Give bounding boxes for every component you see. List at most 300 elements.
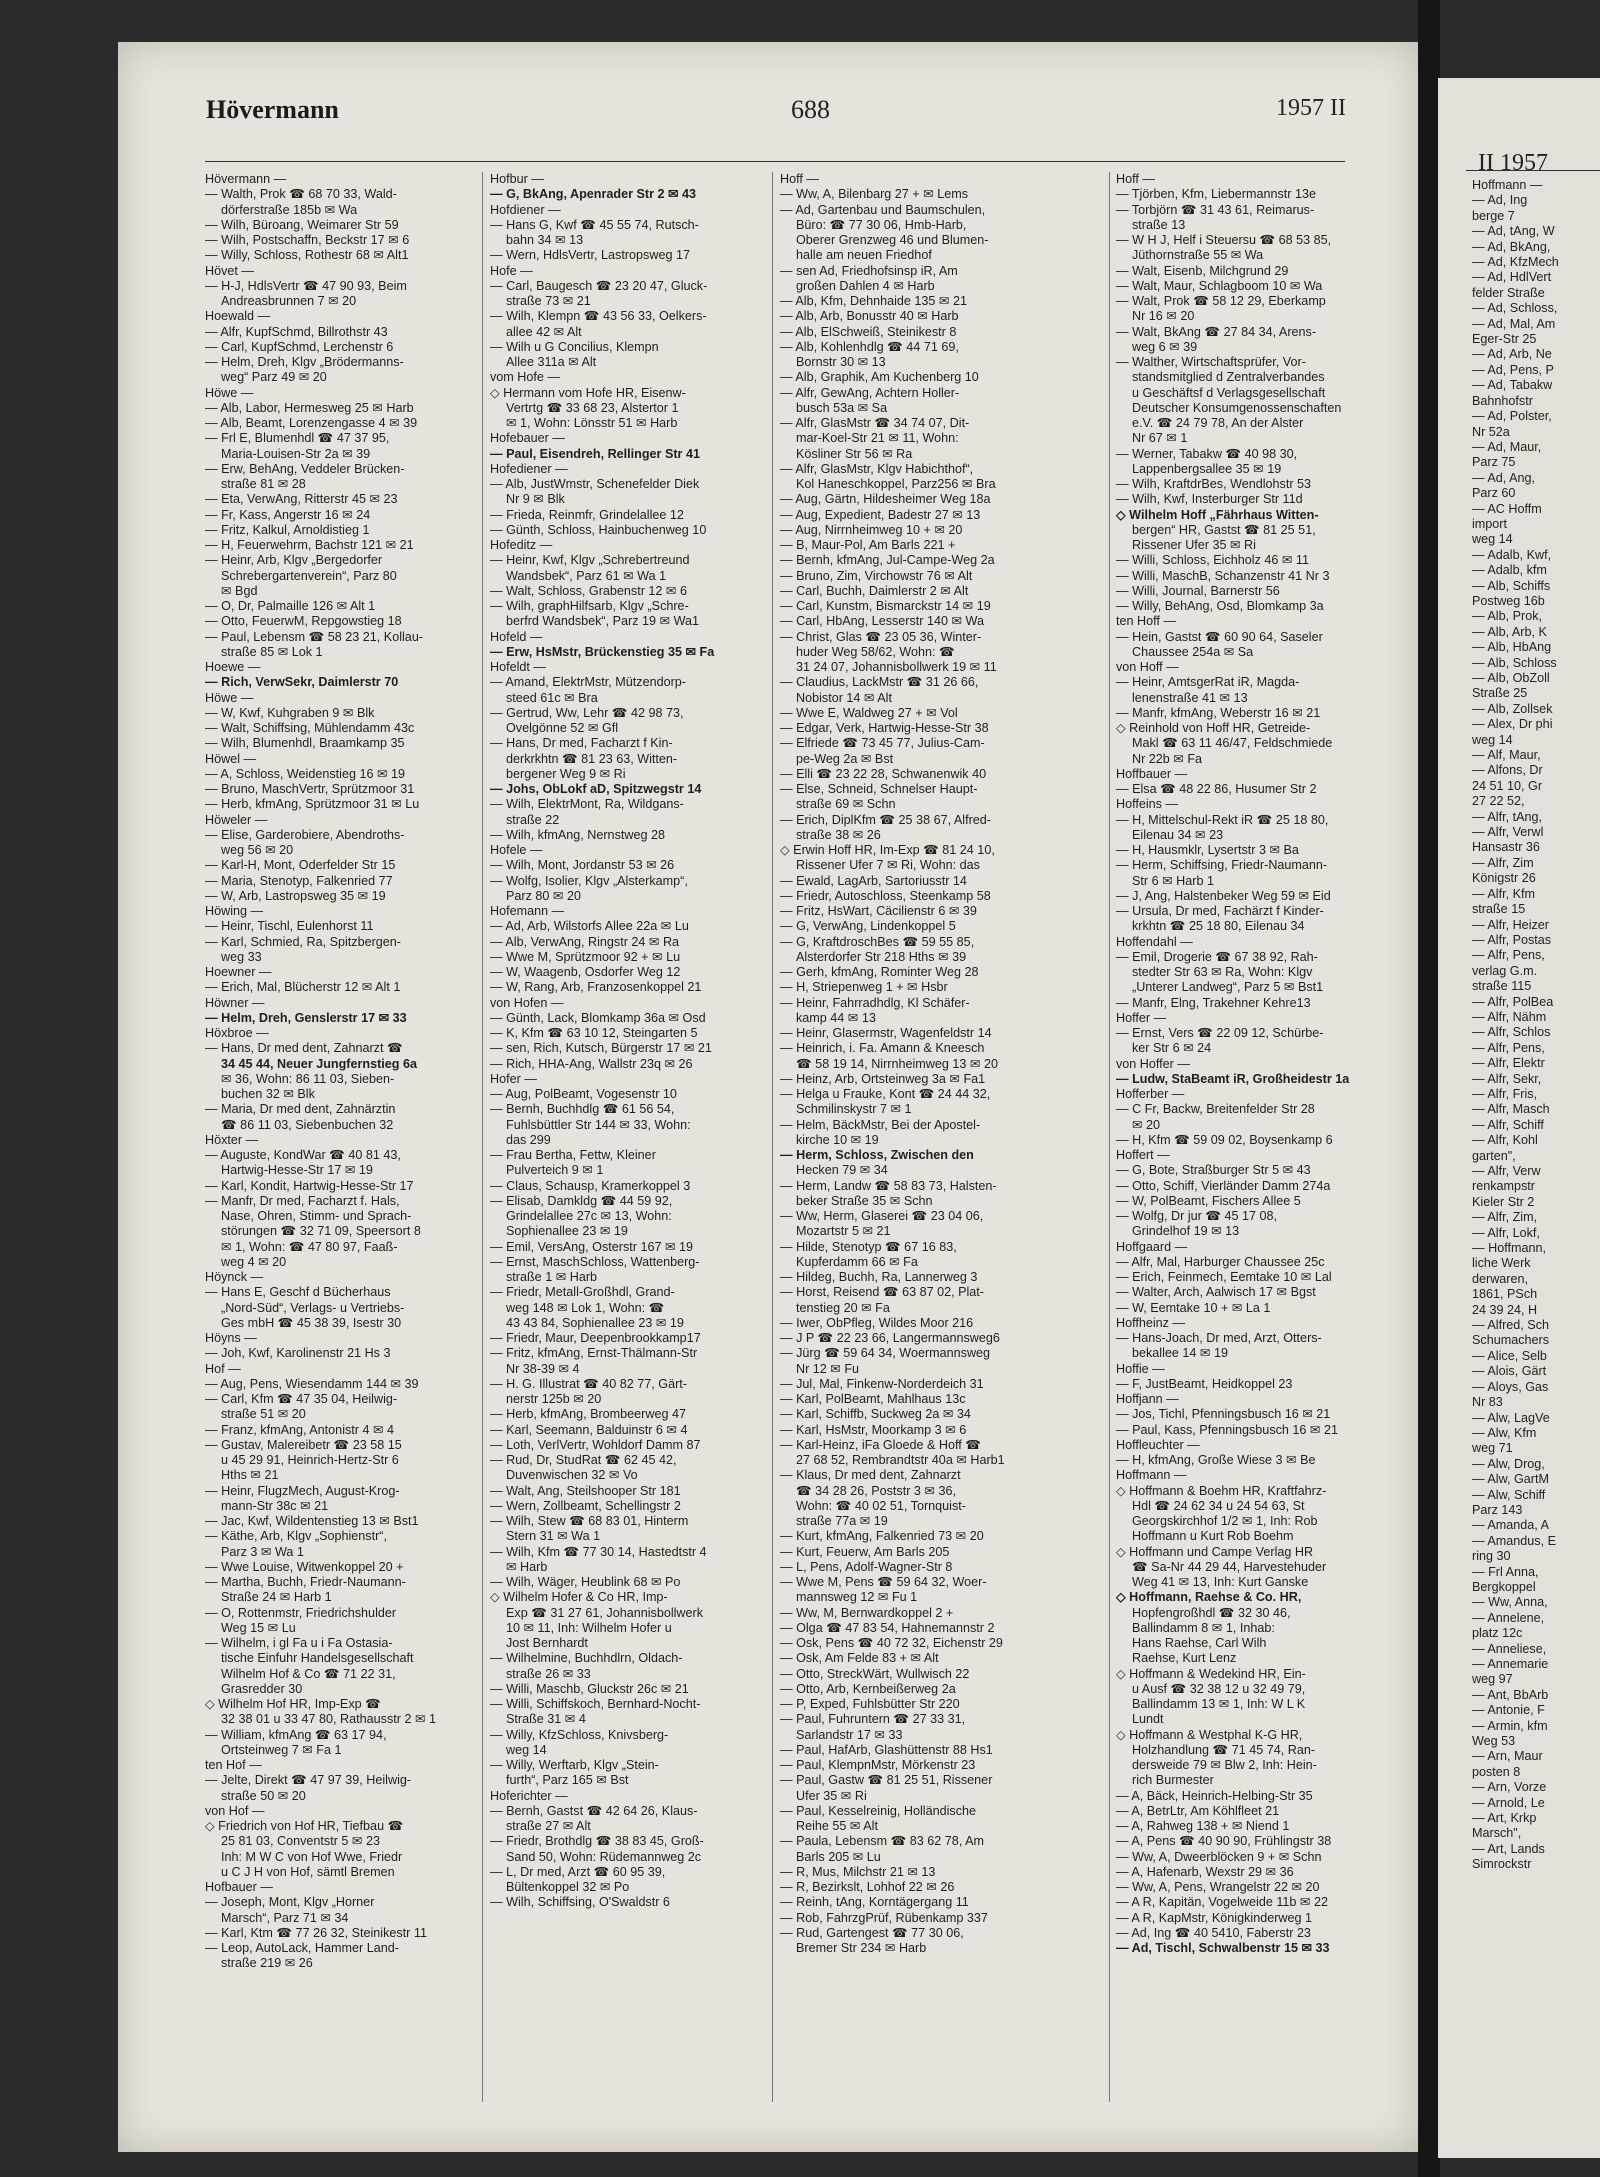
directory-entry: ◇ Hermann vom Hofe HR, Eisenw- bbox=[490, 385, 686, 400]
directory-entry: Georgskirchhof 1/2 ✉ 1, Inh: Rob bbox=[1132, 1514, 1318, 1528]
directory-entry: — Wilh, Mont, Jordanstr 53 ✉ 26 bbox=[490, 858, 675, 873]
right-page-entry: — Alb, Schloss bbox=[1472, 655, 1557, 670]
directory-entry: — Walther, Wirtschaftsprüfer, Vor- bbox=[1116, 355, 1306, 369]
directory-entry: Hofele — bbox=[490, 843, 543, 857]
directory-entry: Hofebauer — bbox=[490, 431, 565, 446]
directory-entry: — Alb, Beamt, Lorenzengasse 4 ✉ 39 bbox=[205, 416, 418, 430]
directory-entry: straße 73 ✉ 21 bbox=[506, 294, 591, 308]
directory-entry: — G, KraftdroschBes ☎ 59 55 85, bbox=[780, 934, 975, 949]
directory-entry: — Wilh, Wäger, Heublink 68 ✉ Po bbox=[490, 1575, 681, 1589]
directory-entry: — Ww, Herm, Glaserei ☎ 23 04 06, bbox=[780, 1209, 984, 1223]
directory-entry: Allee 311a ✉ Alt bbox=[506, 355, 597, 369]
directory-entry: — Heinr, Fahrradhdlg, Kl Schäfer- bbox=[780, 995, 970, 1010]
directory-entry: — Fritz, kfmAng, Ernst-Thälmann-Str bbox=[490, 1346, 698, 1361]
directory-entry: — Willi, Schiffskoch, Bernhard-Nocht- bbox=[490, 1697, 701, 1711]
directory-entry: — Willi, Maschb, Gluckstr 26c ✉ 21 bbox=[490, 1681, 689, 1696]
right-page bbox=[1438, 78, 1600, 2158]
right-page-entry: — Ad, tAng, W bbox=[1472, 224, 1555, 239]
directory-entry: Hoewald — bbox=[205, 309, 271, 324]
right-page-entry: — Ad, Arb, Ne bbox=[1472, 347, 1552, 362]
right-page-entry: — Alfr, Schlos bbox=[1472, 1025, 1551, 1040]
directory-entry: — Rob, FahrzgPrüf, Rübenkamp 337 bbox=[780, 1910, 988, 1925]
directory-entry: Hths ✉ 21 bbox=[221, 1468, 279, 1483]
directory-entry: weg 148 ✉ Lok 1, Wohn: ☎ bbox=[506, 1300, 665, 1315]
right-page-entry: platz 12c bbox=[1472, 1626, 1523, 1641]
directory-entry: standsmitglied d Zentralverbandes bbox=[1132, 370, 1325, 385]
directory-entry: Hoferichter — bbox=[490, 1788, 568, 1803]
directory-entry: bekallee 14 ✉ 19 bbox=[1132, 1346, 1228, 1361]
directory-entry: Kol Haneschkoppel, Parz256 ✉ Bra bbox=[796, 477, 996, 491]
directory-entry: Hopfengroßhdl ☎ 32 30 46, bbox=[1132, 1605, 1291, 1620]
directory-entry: Hoffleuchter — bbox=[1116, 1437, 1200, 1452]
directory-entry: — Torbjörn ☎ 31 43 61, Reimarus- bbox=[1116, 202, 1315, 217]
directory-entry: straße 85 ✉ Lok 1 bbox=[221, 644, 323, 659]
directory-entry: bergen“ HR, Gastst ☎ 81 25 51, bbox=[1132, 522, 1316, 537]
directory-entry: — Johs, ObLokf aD, Spitzwegstr 14 bbox=[490, 782, 702, 796]
directory-entry: — Friedr, Metall-Großhdl, Grand- bbox=[490, 1285, 675, 1300]
right-page-entry: — Alb, Prok, bbox=[1472, 609, 1542, 624]
directory-entry: Duvenwischen 32 ✉ Vo bbox=[506, 1468, 638, 1483]
directory-entry: — Alb, VerwAng, Ringstr 24 ✉ Ra bbox=[490, 934, 680, 949]
right-page-entry: — Ad, BkAng, bbox=[1472, 239, 1551, 254]
directory-entry: — Wolfg, Isolier, Klgv „Alsterkamp“, bbox=[490, 873, 688, 888]
directory-entry: Weg 15 ✉ Lu bbox=[221, 1620, 296, 1635]
directory-entry: Hofe — bbox=[490, 263, 533, 278]
directory-entry: u 45 29 91, Heinrich-Hertz-Str 6 bbox=[221, 1453, 399, 1467]
right-page-entry: — Annelene, bbox=[1472, 1610, 1545, 1625]
directory-entry: — Wern, HdlsVertr, Lastropsweg 17 bbox=[490, 248, 690, 263]
directory-entry: — Paul, Kesselreinig, Holländische bbox=[780, 1803, 977, 1818]
directory-entry: — Karl, Schmied, Ra, Spitzbergen- bbox=[205, 934, 401, 949]
right-page-entry: — Ad, Mal, Am bbox=[1472, 316, 1556, 331]
directory-entry: — Karl, Schiffb, Suckweg 2a ✉ 34 bbox=[780, 1407, 971, 1422]
directory-entry: — H, Hausmklr, Lysertstr 3 ✉ Ba bbox=[1116, 843, 1299, 857]
directory-entry: — Maria, Stenotyp, Falkenried 77 bbox=[205, 873, 393, 888]
directory-entry: — Willy, Schloss, Rothestr 68 ✉ Alt1 bbox=[205, 248, 409, 263]
directory-entry: — Aug, PolBeamt, Vogesenstr 10 bbox=[490, 1087, 677, 1101]
right-page-entry: — Ant, BbArb bbox=[1472, 1687, 1549, 1702]
directory-entry: von Hoff — bbox=[1116, 660, 1179, 674]
directory-entry: — Rich, HHA-Ang, Wallstr 23q ✉ 26 bbox=[490, 1056, 693, 1071]
directory-entry: — H, Striepenweg 1 + ✉ Hsbr bbox=[780, 980, 948, 995]
directory-entry: Kösliner Str 56 ✉ Ra bbox=[796, 446, 913, 461]
directory-entry: — Paul, Lebensm ☎ 58 23 21, Kollau- bbox=[205, 629, 424, 644]
directory-entry: ✉ 36, Wohn: 86 11 03, Sieben- bbox=[221, 1071, 395, 1086]
directory-entry: — Else, Schneid, Schnelser Haupt- bbox=[780, 782, 978, 796]
directory-entry: Höxter — bbox=[205, 1132, 259, 1147]
directory-entry: — Heinr, Glasermstr, Wagenfeldstr 14 bbox=[780, 1026, 992, 1040]
directory-entry: derkrkhtn ☎ 81 23 63, Witten- bbox=[506, 751, 678, 766]
directory-entry: Hövermann — bbox=[205, 172, 287, 186]
directory-entry: — Paul, Eisendreh, Rellinger Str 41 bbox=[490, 446, 700, 461]
directory-entry: — Fritz, HsWart, Cäcilienstr 6 ✉ 39 bbox=[780, 904, 977, 918]
directory-entry: — Hans, Dr med dent, Zahnarzt ☎ bbox=[205, 1041, 403, 1056]
directory-entry: Hof — bbox=[205, 1361, 241, 1376]
directory-entry: Wandsbek“, Parz 61 ✉ Wa 1 bbox=[506, 568, 667, 583]
directory-entry: — W H J, Helf i Steuersu ☎ 68 53 85, bbox=[1116, 233, 1332, 247]
right-page-entry: straße 15 bbox=[1472, 902, 1526, 917]
directory-entry: — Erw, HsMstr, Brückenstieg 35 ✉ Fa bbox=[490, 644, 715, 659]
directory-entry: — K, Kfm ☎ 63 10 12, Steingarten 5 bbox=[490, 1026, 698, 1040]
column-divider bbox=[482, 172, 483, 2102]
directory-entry: Hofbur — bbox=[490, 172, 544, 186]
right-page-entry: weg 14 bbox=[1472, 732, 1513, 747]
directory-entry: — Karl, PolBeamt, Mahlhaus 13c bbox=[780, 1392, 966, 1406]
directory-entry: — Joh, Kwf, Karolinenstr 21 Hs 3 bbox=[205, 1346, 391, 1361]
directory-entry: — Joseph, Mont, Klgv „Horner bbox=[205, 1895, 375, 1910]
right-page-entry: — Alfr, PolBea bbox=[1472, 994, 1554, 1009]
right-page-entry: Bahnhofstr bbox=[1472, 393, 1533, 408]
directory-entry: weg 56 ✉ 20 bbox=[221, 843, 294, 857]
directory-entry: ◇ Hoffmann & Boehm HR, Kraftfahrz- bbox=[1116, 1483, 1327, 1498]
directory-entry: Holzhandlung ☎ 71 45 74, Ran- bbox=[1132, 1742, 1316, 1757]
directory-entry: Mozartstr 5 ✉ 21 bbox=[796, 1224, 891, 1239]
directory-entry: straße 22 bbox=[506, 812, 560, 827]
directory-entry: straße 50 ✉ 20 bbox=[221, 1788, 306, 1803]
directory-entry: Lundt bbox=[1132, 1712, 1164, 1727]
right-page-entry: berge 7 bbox=[1472, 208, 1515, 223]
directory-entry: — Heinr, Tischl, Eulenhorst 11 bbox=[205, 919, 374, 934]
directory-entry: Höxbroe — bbox=[205, 1026, 269, 1040]
directory-entry: Hövet — bbox=[205, 263, 254, 278]
directory-entry: Nr 9 ✉ Blk bbox=[506, 492, 565, 507]
directory-entry: 31 24 07, Johannisbollwerk 19 ✉ 11 bbox=[796, 660, 997, 674]
directory-entry: Jüthornstraße 55 ✉ Wa bbox=[1132, 248, 1264, 263]
right-page-entry: — Adalb, Kwf, bbox=[1472, 547, 1552, 562]
directory-entry: Stern 31 ✉ Wa 1 bbox=[506, 1529, 601, 1544]
directory-entry: — Christ, Glas ☎ 23 05 36, Winter- bbox=[780, 629, 982, 644]
directory-entry: — Heinr, AmtsgerRat iR, Magda- bbox=[1116, 675, 1300, 690]
directory-entry: — W, Kwf, Kuhgraben 9 ✉ Blk bbox=[205, 705, 375, 720]
directory-entry: Bültenkoppel 32 ✉ Po bbox=[506, 1880, 630, 1894]
right-page-entry: import bbox=[1472, 516, 1507, 531]
directory-entry: — W, PolBeamt, Fischers Allee 5 bbox=[1116, 1193, 1301, 1208]
directory-entry: — Wilh u G Concilius, Klempn bbox=[490, 339, 659, 354]
directory-entry: straße 13 bbox=[1132, 217, 1186, 232]
directory-entry: Chaussee 254a ✉ Sa bbox=[1132, 644, 1254, 659]
right-page-entry: — Alfr, Pens, bbox=[1472, 948, 1545, 963]
directory-entry: — Walth, Prok ☎ 68 70 33, Wald- bbox=[205, 187, 397, 202]
directory-entry: — Hans, Dr med, Facharzt f Kin- bbox=[490, 736, 673, 751]
right-page-entry: — Alfr, Verw bbox=[1472, 1164, 1541, 1178]
directory-entry: mannsweg 12 ✉ Fu 1 bbox=[796, 1590, 918, 1605]
directory-entry: Eilenau 34 ✉ 23 bbox=[1132, 827, 1224, 842]
directory-entry: — Alb, Arb, Bonusstr 40 ✉ Harb bbox=[780, 309, 959, 324]
directory-entry: — Walt, Prok ☎ 58 12 29, Eberkamp bbox=[1116, 294, 1326, 308]
directory-entry: — Tjörben, Kfm, Liebermannstr 13e bbox=[1116, 187, 1316, 202]
directory-entry: — Bernh, Gastst ☎ 42 64 26, Klaus- bbox=[490, 1803, 698, 1818]
directory-entry: — W, Eemtake 10 + ✉ La 1 bbox=[1116, 1300, 1271, 1315]
directory-entry: ◇ Hoffmann und Campe Verlag HR bbox=[1116, 1544, 1314, 1559]
directory-entry: busch 53a ✉ Sa bbox=[796, 400, 888, 415]
right-page-entry: garten", bbox=[1472, 1148, 1516, 1163]
directory-entry: — Elise, Garderobiere, Abendroths- bbox=[205, 827, 405, 842]
directory-entry: Kupferdamm 66 ✉ Fa bbox=[796, 1254, 918, 1269]
directory-entry: — Maria, Dr med dent, Zahnärztin bbox=[205, 1102, 396, 1117]
directory-entry: — Emil, VersAng, Osterstr 167 ✉ 19 bbox=[490, 1239, 694, 1254]
right-page-entry: — Alice, Selb bbox=[1472, 1348, 1547, 1363]
directory-entry: — Paul, HafArb, Glashüttenstr 88 Hs1 bbox=[780, 1742, 993, 1757]
page-header-year: 1957 II bbox=[1276, 95, 1346, 121]
right-page-entry: — Alfr, Heizer bbox=[1472, 917, 1549, 932]
right-page-entry: weg 14 bbox=[1472, 532, 1513, 547]
directory-entry: — Elsa ☎ 48 22 86, Husumer Str 2 bbox=[1116, 782, 1317, 796]
directory-entry: Pulverteich 9 ✉ 1 bbox=[506, 1163, 604, 1178]
directory-entry: — Claudius, LackMstr ☎ 31 26 66, bbox=[780, 675, 979, 690]
right-page-entry: Kieler Str 2 bbox=[1472, 1194, 1535, 1209]
directory-entry: Rissener Ufer 7 ✉ Ri, Wohn: das bbox=[796, 858, 980, 873]
directory-entry: — Wolfg, Dr jur ☎ 45 17 08, bbox=[1116, 1209, 1278, 1223]
directory-entry: straße 77a ✉ 19 bbox=[796, 1514, 888, 1528]
right-page-entry: — Ww, Anna, bbox=[1472, 1595, 1548, 1610]
directory-entry: dersweide 79 ✉ Blw 2, Inh: Hein- bbox=[1132, 1758, 1317, 1772]
directory-entry: Hans Raehse, Carl Wilh bbox=[1132, 1636, 1267, 1650]
directory-entry: — Herm, Landw ☎ 58 83 73, Halsten- bbox=[780, 1178, 997, 1193]
directory-entry: — Paul, Kass, Pfenningsbusch 16 ✉ 21 bbox=[1116, 1422, 1338, 1437]
directory-entry: Ballindamm 13 ✉ 1, Inh: W L K bbox=[1132, 1697, 1306, 1711]
directory-entry: — Ad, Gartenbau und Baumschulen, bbox=[780, 202, 986, 217]
directory-entry: — Willy, KfzSchloss, Knivsberg- bbox=[490, 1727, 669, 1742]
directory-entry: — Ad, Ing ☎ 40 5410, Faberstr 23 bbox=[1116, 1925, 1311, 1940]
right-page-entry: — Alois, Gärt bbox=[1472, 1364, 1547, 1379]
directory-entry: — Wwe Louise, Witwenkoppel 20 + bbox=[205, 1559, 404, 1574]
directory-entry: — Auguste, KondWar ☎ 40 81 43, bbox=[205, 1148, 401, 1162]
directory-entry: Höwe — bbox=[205, 690, 254, 705]
right-page-entry: — Annemarie bbox=[1472, 1657, 1549, 1671]
right-page-entry: 24 51 10, Gr bbox=[1472, 778, 1543, 793]
directory-entry: — Elisab, Damkldg ☎ 44 59 92, bbox=[490, 1193, 673, 1208]
directory-entry: — Paul, Fuhruntern ☎ 27 33 31, bbox=[780, 1712, 966, 1727]
directory-column-4 bbox=[1116, 172, 1394, 2112]
directory-entry: — Jelte, Direkt ☎ 47 97 39, Heilwig- bbox=[205, 1773, 412, 1788]
directory-entry: Hoffert — bbox=[1116, 1148, 1170, 1162]
directory-entry: ker Str 6 ✉ 24 bbox=[1132, 1041, 1212, 1056]
directory-entry: — Carl, KupfSchmd, Lerchenstr 6 bbox=[205, 339, 394, 354]
directory-entry: Sarlandstr 17 ✉ 33 bbox=[796, 1727, 903, 1742]
right-page-entry: renkampstr bbox=[1472, 1179, 1535, 1194]
directory-entry: berfrd Wandsbek“, Parz 19 ✉ Wa1 bbox=[506, 614, 700, 629]
page-number: 688 bbox=[791, 95, 830, 124]
directory-entry: — A, Schloss, Weidenstieg 16 ✉ 19 bbox=[205, 766, 406, 781]
right-page-header-rule bbox=[1466, 170, 1600, 171]
directory-entry: Hofer — bbox=[490, 1071, 537, 1086]
directory-entry: huder Weg 58/62, Wohn: ☎ bbox=[796, 644, 955, 659]
directory-entry: u Geschäftsf d Verlagsgesellschaft bbox=[1132, 385, 1326, 400]
directory-entry: — Franz, kfmAng, Antonistr 4 ✉ 4 bbox=[205, 1422, 395, 1437]
directory-entry: — Willi, Journal, Barnerstr 56 bbox=[1116, 583, 1280, 598]
right-page-entry: — Alfr, Lokf, bbox=[1472, 1225, 1540, 1240]
directory-entry: ◇ Friedrich von Hof HR, Tiefbau ☎ bbox=[205, 1819, 404, 1833]
right-page-entry: — Alfr, Postas bbox=[1472, 932, 1552, 947]
right-page-entry: — Art, Krkp bbox=[1472, 1811, 1537, 1826]
directory-entry: Barls 205 ✉ Lu bbox=[796, 1849, 881, 1864]
directory-entry: straße 81 ✉ 28 bbox=[221, 477, 306, 491]
directory-entry: — Ad, Arb, Wilstorfs Allee 22a ✉ Lu bbox=[490, 919, 689, 934]
directory-entry: — Carl, Kunstm, Bismarckstr 14 ✉ 19 bbox=[780, 599, 991, 613]
directory-entry: Sophienallee 23 ✉ 19 bbox=[506, 1224, 628, 1239]
right-page-entry: Simrockstr bbox=[1472, 1857, 1532, 1872]
directory-entry: — Alfr, KupfSchmd, Billrothstr 43 bbox=[205, 324, 388, 339]
directory-entry: — Gertrud, Ww, Lehr ☎ 42 98 73, bbox=[490, 705, 684, 720]
right-page-entry: — Alfr, Verwl bbox=[1472, 825, 1544, 840]
right-page-entry: Parz 75 bbox=[1472, 455, 1516, 470]
directory-entry: — O, Dr, Palmaille 126 ✉ Alt 1 bbox=[205, 599, 376, 613]
directory-entry: — Käthe, Arb, Klgv „Sophienstr“, bbox=[205, 1529, 387, 1544]
directory-entry: straße 69 ✉ Schn bbox=[796, 797, 896, 812]
right-page-entry: — Hoffmann, bbox=[1472, 1241, 1546, 1256]
directory-entry: — A, Pens ☎ 40 90 90, Frühlingstr 38 bbox=[1116, 1834, 1332, 1849]
directory-entry: Höwe — bbox=[205, 385, 254, 400]
directory-entry: — Olga ☎ 47 83 54, Hahnemannstr 2 bbox=[780, 1620, 995, 1635]
directory-entry: — Hilde, Stenotyp ☎ 67 16 83, bbox=[780, 1239, 957, 1254]
directory-entry: — Carl, Buchh, Daimlerstr 2 ✉ Alt bbox=[780, 583, 969, 598]
directory-entry: — Günth, Lack, Blomkamp 36a ✉ Osd bbox=[490, 1010, 706, 1025]
directory-entry: — Alfr, GewAng, Achtern Holler- bbox=[780, 385, 960, 400]
directory-entry: — Herb, kfmAng, Brombeerweg 47 bbox=[490, 1407, 686, 1422]
directory-entry: Hoewner — bbox=[205, 965, 272, 979]
right-page-entry: Weg 53 bbox=[1472, 1734, 1516, 1749]
right-page-entry: — Antonie, F bbox=[1472, 1703, 1545, 1718]
directory-entry: Hoewe — bbox=[205, 660, 261, 674]
directory-entry: — Hans E, Geschf d Bücherhaus bbox=[205, 1285, 391, 1300]
directory-entry: — A, Bäck, Heinrich-Helbing-Str 35 bbox=[1116, 1788, 1313, 1803]
directory-entry: kirche 10 ✉ 19 bbox=[796, 1132, 879, 1147]
right-page-entry: verlag G.m. bbox=[1472, 963, 1538, 978]
directory-entry: Raehse, Kurt Lenz bbox=[1132, 1651, 1237, 1666]
directory-entry: Grasredder 30 bbox=[221, 1681, 303, 1696]
right-page-entry: Schumachers bbox=[1472, 1333, 1549, 1348]
right-page-entry: Parz 60 bbox=[1472, 486, 1516, 501]
right-page-entry: — Alex, Dr phi bbox=[1472, 717, 1553, 732]
directory-entry: — Paul, Gastw ☎ 81 25 51, Rissener bbox=[780, 1773, 993, 1788]
directory-entry: — Alb, Labor, Hermesweg 25 ✉ Harb bbox=[205, 400, 414, 415]
directory-entry: Hoffeins — bbox=[1116, 797, 1179, 812]
directory-entry: Sand 50, Wohn: Rüdemannweg 2c bbox=[506, 1849, 702, 1864]
right-page-entry: Straße 25 bbox=[1472, 686, 1528, 701]
right-page-entry: — Arnold, Le bbox=[1472, 1795, 1545, 1810]
directory-entry: — Paula, Lebensm ☎ 83 62 78, Am bbox=[780, 1834, 985, 1849]
directory-entry: — Rud, Gartengest ☎ 77 30 06, bbox=[780, 1925, 964, 1940]
directory-entry: Nr 12 ✉ Fu bbox=[796, 1361, 860, 1376]
directory-entry: ✉ Harb bbox=[506, 1559, 548, 1574]
directory-entry: Parz 80 ✉ 20 bbox=[506, 888, 581, 903]
right-page-entry: — Alfr, Schiff bbox=[1472, 1117, 1544, 1132]
directory-entry: — Wilhelm, i gl Fa u i Fa Ostasia- bbox=[205, 1636, 393, 1650]
directory-entry: Hofeditz — bbox=[490, 538, 553, 552]
directory-entry: — Wilh, Blumenhdl, Braamkamp 35 bbox=[205, 736, 405, 751]
directory-entry: Hoff — bbox=[1116, 172, 1155, 186]
directory-entry: — Fr, Kass, Angerstr 16 ✉ 24 bbox=[205, 507, 371, 522]
right-page-entry: Hoffmann — bbox=[1472, 178, 1543, 192]
directory-entry: Hofeld — bbox=[490, 629, 543, 644]
directory-entry: — Wilh, KraftdrBes, Wendlohstr 53 bbox=[1116, 477, 1312, 491]
directory-entry: — Wwe E, Waldweg 27 + ✉ Vol bbox=[780, 705, 958, 720]
right-page-entry: ring 30 bbox=[1472, 1549, 1511, 1564]
directory-entry: straße 1 ✉ Harb bbox=[506, 1270, 598, 1284]
directory-entry: großen Dahlen 4 ✉ Harb bbox=[796, 278, 935, 293]
right-page-entry: felder Straße bbox=[1472, 285, 1545, 300]
right-page-header: II 1957 bbox=[1478, 150, 1548, 176]
directory-entry: Maria-Louisen-Str 2a ✉ 39 bbox=[221, 446, 371, 461]
directory-entry: 34 45 44, Neuer Jungfernstieg 6a bbox=[221, 1056, 417, 1071]
directory-entry: — Eta, VerwAng, Ritterstr 45 ✉ 23 bbox=[205, 492, 398, 507]
directory-entry: lenenstraße 41 ✉ 13 bbox=[1132, 690, 1248, 705]
directory-entry: — Ad, Tischl, Schwalbenstr 15 ✉ 33 bbox=[1116, 1941, 1330, 1955]
directory-entry: — Wilh, Postschaffn, Beckstr 17 ✉ 6 bbox=[205, 233, 410, 247]
directory-entry: weg 14 bbox=[506, 1742, 547, 1757]
directory-entry: — W, Waagenb, Osdorfer Weg 12 bbox=[490, 965, 681, 979]
directory-entry: — L, Pens, Adolf-Wagner-Str 8 bbox=[780, 1559, 953, 1574]
right-page-entry: weg 71 bbox=[1472, 1441, 1513, 1456]
directory-entry: ◇ Wilhelm Hofer & Co HR, Imp- bbox=[490, 1590, 668, 1605]
directory-entry: ✉ 1, Wohn: Lönsstr 51 ✉ Harb bbox=[506, 416, 678, 430]
directory-entry: mann-Str 38c ✉ 21 bbox=[221, 1498, 329, 1513]
directory-entry: Hofemann — bbox=[490, 904, 565, 918]
right-page-entry: — Alfons, Dr bbox=[1472, 763, 1543, 778]
directory-entry: — Günth, Schloss, Hainbuchenweg 10 bbox=[490, 522, 707, 537]
right-page-entry: — Amanda, A bbox=[1472, 1518, 1550, 1533]
directory-entry: — Jul, Mal, Finkenw-Norderdeich 31 bbox=[780, 1376, 984, 1391]
directory-entry: — Alb, Graphik, Am Kuchenberg 10 bbox=[780, 370, 979, 385]
right-page-entry: Eger-Str 25 bbox=[1472, 332, 1537, 347]
directory-entry: — H, Feuerwehrm, Bachstr 121 ✉ 21 bbox=[205, 538, 414, 552]
directory-entry: — Hans-Joach, Dr med, Arzt, Otters- bbox=[1116, 1331, 1322, 1345]
directory-entry: ☎ 86 11 03, Siebenbuchen 32 bbox=[221, 1117, 394, 1132]
directory-entry: — Karl, Seemann, Balduinstr 6 ✉ 4 bbox=[490, 1422, 688, 1437]
directory-entry: — Rich, VerwSekr, Daimlerstr 70 bbox=[205, 675, 399, 690]
right-page-entry: 1861, PSch bbox=[1472, 1287, 1538, 1302]
right-page-entry: — Alw, Schiff bbox=[1472, 1487, 1546, 1502]
directory-entry: kamp 44 ✉ 13 bbox=[796, 1010, 876, 1025]
directory-entry: — Horst, Reisend ☎ 63 87 02, Plat- bbox=[780, 1285, 984, 1300]
directory-entry: Grindelhof 19 ✉ 13 bbox=[1132, 1224, 1240, 1239]
directory-entry: — Friedr, Maur, Deepenbrookkamp17 bbox=[490, 1331, 701, 1345]
directory-entry: — Gerh, kfmAng, Rominter Weg 28 bbox=[780, 965, 979, 979]
directory-entry: — Hildeg, Buchh, Ra, Lannerweg 3 bbox=[780, 1270, 978, 1284]
directory-entry: — Erich, DiplKfm ☎ 25 38 67, Alfred- bbox=[780, 812, 991, 827]
directory-entry: — Frieda, Reinmfr, Grindelallee 12 bbox=[490, 507, 684, 522]
directory-entry: 43 43 84, Sophienallee 23 ✉ 19 bbox=[506, 1315, 684, 1330]
directory-entry: Exp ☎ 31 27 61, Johannisbollwerk bbox=[506, 1605, 704, 1620]
right-page-entry: liche Werk bbox=[1472, 1256, 1531, 1271]
directory-entry: Nr 16 ✉ 20 bbox=[1132, 309, 1195, 324]
directory-entry: — H. G. Illustrat ☎ 40 82 77, Gärt- bbox=[490, 1376, 687, 1391]
directory-entry: weg 33 bbox=[221, 949, 262, 964]
directory-entry: u C J H von Hof, sämtl Bremen bbox=[221, 1864, 395, 1879]
directory-entry: — Ernst, Vers ☎ 22 09 12, Schürbe- bbox=[1116, 1026, 1324, 1040]
directory-entry: — Helga u Frauke, Kont ☎ 24 44 32, bbox=[780, 1087, 991, 1101]
directory-entry: Hecken 79 ✉ 34 bbox=[796, 1163, 888, 1178]
directory-column-2 bbox=[490, 172, 755, 2112]
directory-entry: Hoffendahl — bbox=[1116, 934, 1193, 949]
directory-entry: Fuhlsbüttler Str 144 ✉ 33, Wohn: bbox=[506, 1117, 691, 1132]
directory-entry: Reihe 55 ✉ Alt bbox=[796, 1819, 878, 1833]
directory-entry: — B, Maur-Pol, Am Barls 221 + bbox=[780, 538, 956, 552]
header-rule bbox=[205, 161, 1345, 162]
directory-entry: bergener Weg 9 ✉ Ri bbox=[506, 766, 626, 781]
directory-column-3 bbox=[780, 172, 1045, 2112]
directory-entry: vom Hofe — bbox=[490, 370, 560, 385]
directory-entry: Vertrtg ☎ 33 68 23, Alstertor 1 bbox=[506, 400, 679, 415]
directory-entry: Höweler — bbox=[205, 812, 268, 827]
directory-entry: — Wilh, Schiffsing, O'Swaldstr 6 bbox=[490, 1895, 670, 1910]
directory-entry: Hoffmann — bbox=[1116, 1468, 1187, 1483]
directory-entry: Büro: ☎ 77 30 06, Hmb-Harb, bbox=[796, 217, 967, 232]
directory-entry: — Manfr, kfmAng, Weberstr 16 ✉ 21 bbox=[1116, 705, 1321, 720]
directory-entry: ◇ Wilhelm Hoff „Fährhaus Witten- bbox=[1116, 507, 1319, 522]
directory-entry: — A, Hafenarb, Wexstr 29 ✉ 36 bbox=[1116, 1864, 1294, 1879]
directory-entry: straße 219 ✉ 26 bbox=[221, 1956, 313, 1971]
